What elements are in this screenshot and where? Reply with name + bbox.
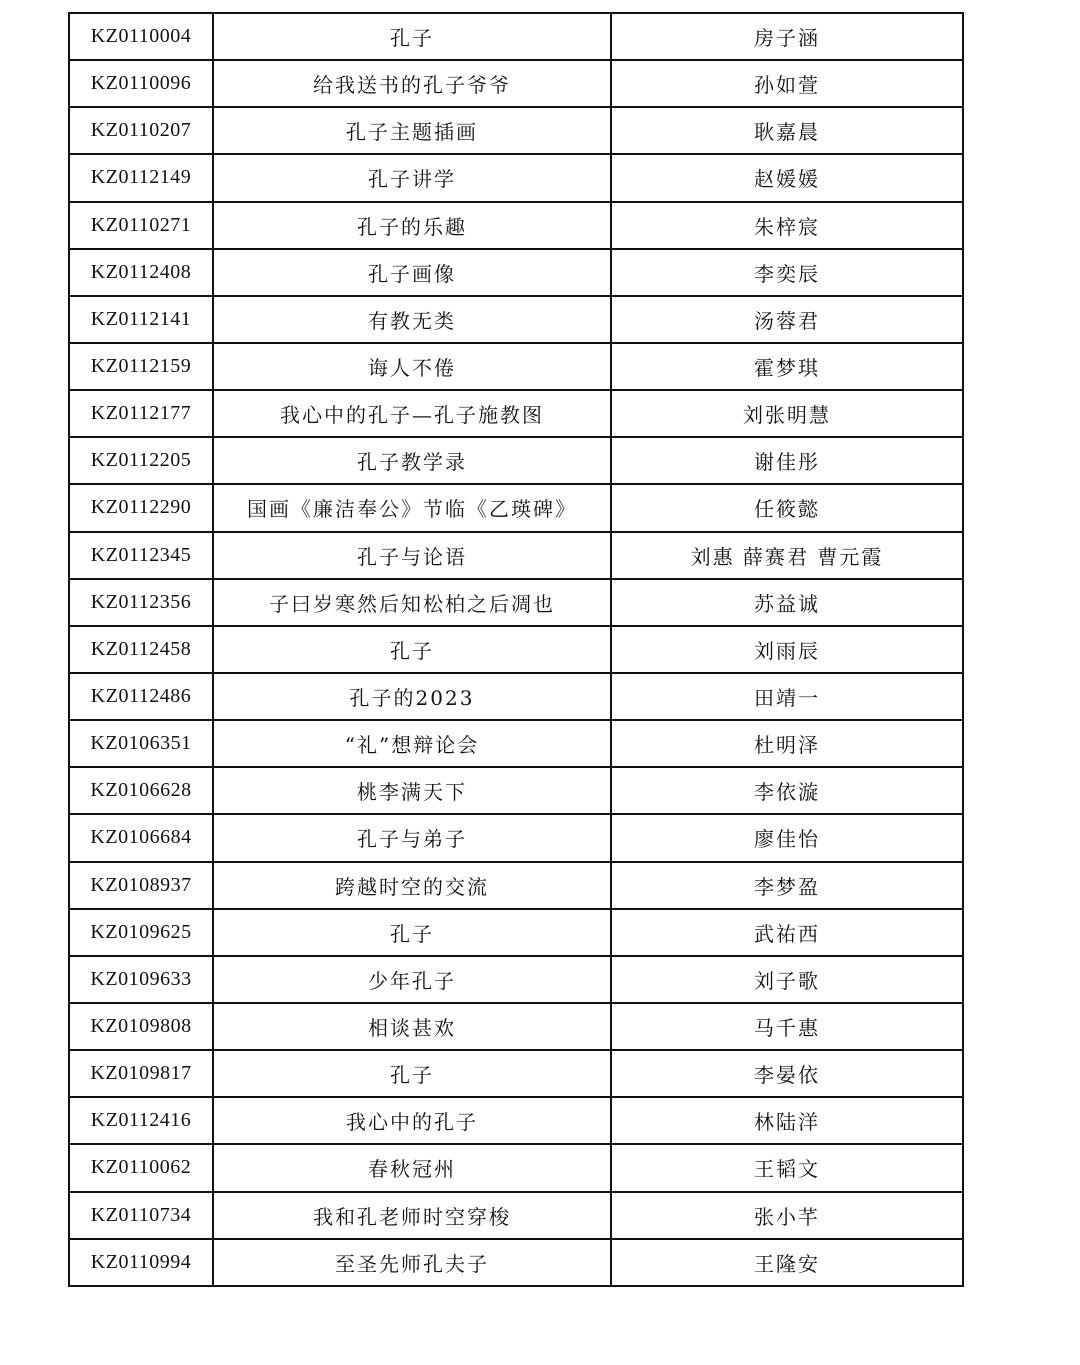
entry-title-cell: 孔子与论语: [213, 532, 611, 579]
entry-author-cell: 谢佳彤: [611, 437, 963, 484]
entry-author-cell: 杜明泽: [611, 720, 963, 767]
table-row: [69, 343, 963, 390]
entry-title-cell: 我心中的孔子: [213, 1097, 611, 1144]
entry-code-cell: KZ0110096: [69, 60, 213, 107]
table-row: [69, 296, 963, 343]
table-row: [69, 1144, 963, 1191]
entry-code-cell: KZ0110207: [69, 107, 213, 154]
entry-title-cell: 国画《廉洁奉公》节临《乙瑛碑》: [213, 484, 611, 531]
entry-author-cell: 刘张明慧: [611, 390, 963, 437]
entry-code-cell: KZ0112356: [69, 579, 213, 626]
entry-code-cell: KZ0109808: [69, 1003, 213, 1050]
entry-author-cell: 李梦盈: [611, 862, 963, 909]
table-row: [69, 673, 963, 720]
entry-code-cell: KZ0106351: [69, 720, 213, 767]
entry-code-cell: KZ0110062: [69, 1144, 213, 1191]
entry-title-cell: 孔子画像: [213, 249, 611, 296]
entry-code-cell: KZ0110734: [69, 1192, 213, 1239]
entry-author-cell: 张小芊: [611, 1192, 963, 1239]
entry-title-cell: 有教无类: [213, 296, 611, 343]
entry-code-cell: KZ0112159: [69, 343, 213, 390]
entry-author-cell: 耿嘉晨: [611, 107, 963, 154]
table-row: [69, 909, 963, 956]
entry-title-cell: 孔子讲学: [213, 154, 611, 201]
entry-author-cell: 苏益诚: [611, 579, 963, 626]
entry-author-cell: 刘雨辰: [611, 626, 963, 673]
entry-code-cell: KZ0109817: [69, 1050, 213, 1097]
entry-title-cell: 孔子与弟子: [213, 814, 611, 861]
entry-title-cell: 孔子主题插画: [213, 107, 611, 154]
entry-code-cell: KZ0110994: [69, 1239, 213, 1286]
entry-title-cell: 春秋冠州: [213, 1144, 611, 1191]
table-row: [69, 1050, 963, 1097]
entry-title-cell: 少年孔子: [213, 956, 611, 1003]
entry-title-cell: 子曰岁寒然后知松柏之后凋也: [213, 579, 611, 626]
entry-code-cell: KZ0112416: [69, 1097, 213, 1144]
table-row: [69, 579, 963, 626]
entry-author-cell: 刘惠 薛赛君 曹元霞: [611, 532, 963, 579]
table-row: [69, 1239, 963, 1286]
table-row: [69, 154, 963, 201]
entry-code-cell: KZ0106684: [69, 814, 213, 861]
table-row: [69, 60, 963, 107]
table-row: [69, 390, 963, 437]
entry-title-cell: 给我送书的孔子爷爷: [213, 60, 611, 107]
entry-author-cell: 赵媛媛: [611, 154, 963, 201]
table-row: [69, 1003, 963, 1050]
entry-author-cell: 马千惠: [611, 1003, 963, 1050]
entry-code-cell: KZ0112345: [69, 532, 213, 579]
entry-author-cell: 林陆洋: [611, 1097, 963, 1144]
entry-code-cell: KZ0110271: [69, 202, 213, 249]
entry-code-cell: KZ0112458: [69, 626, 213, 673]
entry-code-cell: KZ0108937: [69, 862, 213, 909]
entry-author-cell: 田靖一: [611, 673, 963, 720]
entry-title-cell: 孔子: [213, 626, 611, 673]
entry-code-cell: KZ0112408: [69, 249, 213, 296]
table-row: [69, 814, 963, 861]
entry-title-cell: 跨越时空的交流: [213, 862, 611, 909]
entry-author-cell: 李依漩: [611, 767, 963, 814]
table-row: [69, 1192, 963, 1239]
entry-title-cell: 孔子的2023: [213, 673, 611, 720]
entry-code-cell: KZ0106628: [69, 767, 213, 814]
entries-table: [68, 12, 964, 1287]
entry-author-cell: 房子涵: [611, 13, 963, 60]
table-row: [69, 484, 963, 531]
entry-code-cell: KZ0112141: [69, 296, 213, 343]
entry-author-cell: 任筱懿: [611, 484, 963, 531]
table-row: [69, 437, 963, 484]
entry-code-cell: KZ0112177: [69, 390, 213, 437]
entry-title-cell: 孔子: [213, 909, 611, 956]
table-row: [69, 13, 963, 60]
entry-code-cell: KZ0112149: [69, 154, 213, 201]
table-row: [69, 956, 963, 1003]
entry-code-cell: KZ0110004: [69, 13, 213, 60]
entry-title-cell: 诲人不倦: [213, 343, 611, 390]
table-row: [69, 862, 963, 909]
entry-title-cell: 我心中的孔子—孔子施教图: [213, 390, 611, 437]
entry-title-cell: 孔子的乐趣: [213, 202, 611, 249]
entries-table-body: [69, 13, 963, 1286]
entry-author-cell: 刘子歌: [611, 956, 963, 1003]
table-row: [69, 202, 963, 249]
table-row: [69, 532, 963, 579]
entry-title-cell: 孔子教学录: [213, 437, 611, 484]
entry-code-cell: KZ0112205: [69, 437, 213, 484]
table-row: [69, 1097, 963, 1144]
entry-author-cell: 廖佳怡: [611, 814, 963, 861]
table-row: [69, 249, 963, 296]
entry-author-cell: 王隆安: [611, 1239, 963, 1286]
table-row: [69, 767, 963, 814]
entry-title-cell: 桃李满天下: [213, 767, 611, 814]
entry-author-cell: 霍梦琪: [611, 343, 963, 390]
entry-author-cell: 李晏依: [611, 1050, 963, 1097]
entry-title-cell: 孔子: [213, 13, 611, 60]
entry-author-cell: 朱梓宸: [611, 202, 963, 249]
entry-title-cell: 孔子: [213, 1050, 611, 1097]
entry-title-cell: 相谈甚欢: [213, 1003, 611, 1050]
entry-title-cell: 至圣先师孔夫子: [213, 1239, 611, 1286]
entry-code-cell: KZ0112290: [69, 484, 213, 531]
table-row: [69, 107, 963, 154]
entry-author-cell: 武祐西: [611, 909, 963, 956]
entry-code-cell: KZ0112486: [69, 673, 213, 720]
entry-author-cell: 汤蓉君: [611, 296, 963, 343]
entry-author-cell: 孙如萱: [611, 60, 963, 107]
entry-author-cell: 王韬文: [611, 1144, 963, 1191]
entry-code-cell: KZ0109625: [69, 909, 213, 956]
entry-code-cell: KZ0109633: [69, 956, 213, 1003]
entry-title-cell: “礼”想辩论会: [213, 720, 611, 767]
entry-title-cell: 我和孔老师时空穿梭: [213, 1192, 611, 1239]
table-row: [69, 720, 963, 767]
entry-author-cell: 李奕辰: [611, 249, 963, 296]
table-row: [69, 626, 963, 673]
